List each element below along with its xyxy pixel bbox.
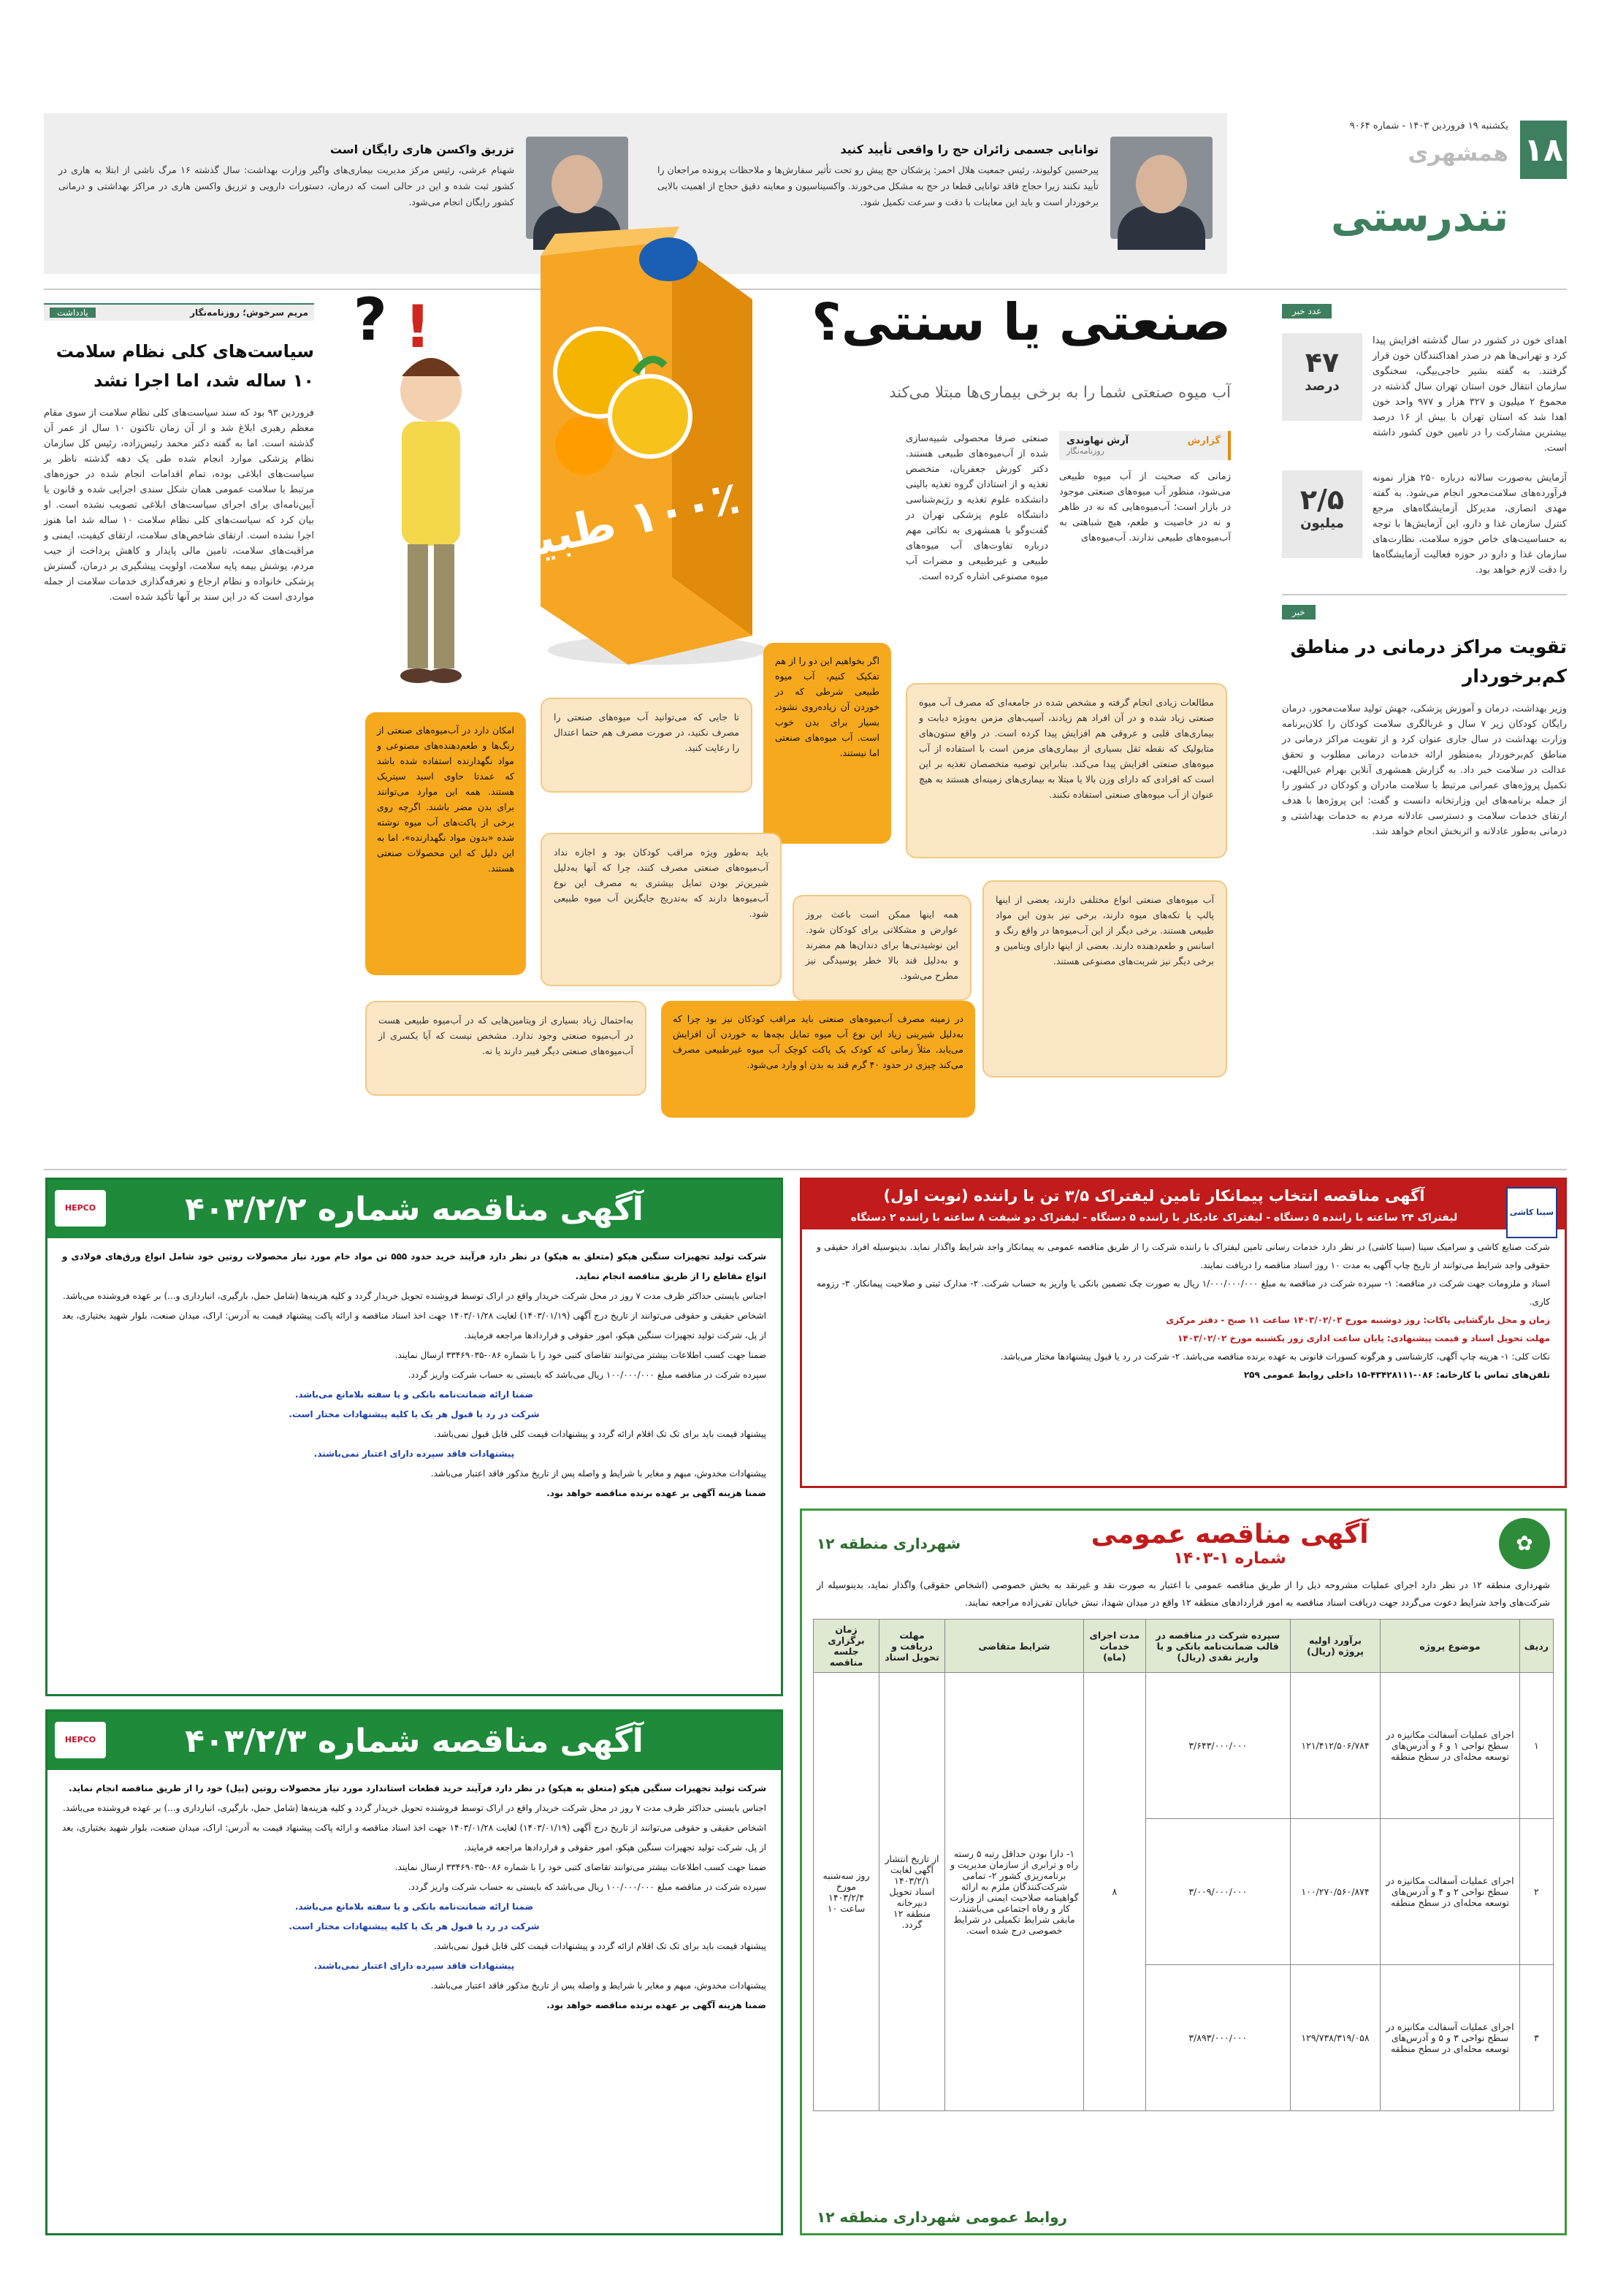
ad-body [47, 1770, 781, 2024]
leg [408, 544, 428, 668]
table-cell: اجرای عملیات آسفالت مکانیزه در سطح نواحی ۳ و ۵ و آدرس‌های توسعه محله‌ای در سطح منطقه [1381, 1965, 1520, 2111]
top-news-body: پیرحسین کولیوند، رئیس جمعیت هلال احمر: پزشکان حج پیش رو تحت تأثیر سفارش‌ها و ملاحظات پرونده مراجعان را تأیید نکنند زیرا حجاج فاقد توانایی قطعا در حج به مشکل می‌خورند. واکسیناسیون و معاینه دقیق حجاج از اهمیت بالایی برخوردار است و باید این معاینات با دقت و سرعت تکمیل شود. [657, 164, 1099, 207]
table-cell: ۱۲۱/۴۱۲/۵۰۶/۷۸۴ [1290, 1673, 1380, 1819]
table-cell: ۳ [1519, 1965, 1553, 2111]
divider [44, 1169, 1567, 1170]
ad-title: آگهی مناقصه عمومی [1091, 1519, 1369, 1549]
info-box: باید به‌طور ویژه مراقب کودکان بود و اجازه نداد آب‌میوه‌های صنعتی مصرف کنند، چرا که آنها به‌دلیل شیرین‌تر بودن تمایل بیشتری به مصرف این نوع آب‌میوه‌ها دارند که به‌تدریج جایگزین آب میوه طبیعی شود. [541, 833, 782, 986]
ad-org: شهرداری منطقه ۱۲ [817, 1535, 961, 1552]
top-news-title: توانایی جسمی زائران حج را واقعی تأیید کنید [840, 142, 1099, 156]
table-header: موضوع پروژه [1381, 1620, 1520, 1673]
table-cell: از تاریخ انتشار آگهی لغایت ۱۴۰۳/۲/۱ اسناد تحویل دبیرخانه منطقه ۱۲ گردد. [879, 1673, 945, 2111]
table-header: مهلت دریافت و تحویل اسناد [879, 1620, 945, 1673]
ad-paragraph: پیشنهاد قیمت باید برای تک تک اقلام ارائه گردد و پیشنهادات قیمت کلی قابل قبول نمی‌باشد. [433, 1941, 766, 1951]
ad-title: آگهی مناقصه شماره ۴۰۳/۲/۳ [47, 1712, 781, 1770]
ad-paragraph: شرکت تولید تجهیزات سنگین هپکو (متعلق به هپکو) در نظر دارد فرآیند خرید قطعات استاندارد مورد نیاز محصولات روتین (بیل) خود را از طریق مناقصه انجام نماید. [69, 1783, 766, 1793]
table-cell: ۱۰۰/۲۷۰/۵۶۰/۸۷۴ [1290, 1819, 1380, 1965]
article-subhead: آب میوه صنعتی شما را به برخی بیماری‌ها مبتلا می‌کند [889, 384, 1231, 401]
ad-paragraph: نکات کلی: ۱- هزینه چاپ آگهی، کارشناسی و هرگونه کسورات قانونی به عهده برنده مناقصه می‌باشد. ۲- شرکت در رد یا قبول پیشنهادها مختار می‌باشد. [1000, 1351, 1550, 1362]
table-cell: اجرای عملیات آسفالت مکانیزه در سطح نواحی ۲ و ۴ و آدرس‌های توسعه محله‌ای در سطح منطقه [1381, 1819, 1520, 1965]
sina-logo: سینا کاشی [1506, 1187, 1557, 1238]
orange [555, 416, 614, 475]
info-box: مطالعات زیادی انجام گرفته و مشخص شده در جامعه‌ای که مصرف آب میوه صنعتی زیاد شده و در آن افراد هم زیادند، آسیب‌های مزمن به‌ویژه دیابت و بیماری‌های قلبی و عروقی هم افزایش پیدا کرده است. در واقع ستون‌های متابولیک که نقطه ثقل بسیاری از بیماری‌های مزمن است با استفاده از آب میوه‌های صنعتی افزایش پیدا می‌کند. بنابراین توصیه متخصصان تغذیه بر این است که افرادی که دارای وزن بالا یا مبتلا به بیماری‌های زمینه‌ای هستند به هیچ عنوان از آب میوه‌های صنعتی استفاده نکنند. [906, 683, 1227, 858]
ad-paragraph: ضمنا جهت کسب اطلاعات بیشتر می‌توانند تقاضای کتبی خود را با شماره ۰۸۶-۳۳۴۶۹۰۳۵ ارسال نمایند. [394, 1862, 766, 1872]
table-cell: ۳/۰۰۹/۰۰۰/۰۰۰ [1145, 1819, 1290, 1965]
section-tag: یادداشت [50, 308, 96, 318]
ad-paragraph: شرکت صنایع کاشی و سرامیک سینا (سینا کاشی) در نظر دارد خدمات رسانی تامین لیفتراک با راننده شرکت را از طریق مناقصه عمومی به پیمانکار واجد شرایط واگذار نماید. بدینوسیله افراد حقیقی و حقوقی واجد شرایط می‌توانند از تاریخ چاپ آگهی به مدت ۱۰ روز اسناد مناقصه را دریافت نمایند. [817, 1242, 1550, 1270]
municipality-tender-ad [800, 1509, 1567, 2235]
ad-paragraph: مهلت تحویل اسناد و قیمت پیشنهادی: پایان ساعت اداری روز یکشنبه مورخ ۱۴۰۳/۰۲/۰۲ [1177, 1333, 1550, 1343]
ad-body [802, 1229, 1565, 1393]
info-box: همه اینها ممکن است باعث بروز عوارض و مشکلاتی برای کودکان شود. این نوشیدنی‌ها برای دندان‌ها هم مضرند و به‌دلیل قند بالا خطر پوسیدگی نیز مطرح می‌شود. [793, 895, 972, 1001]
forklift-tender-ad [800, 1178, 1567, 1488]
ad-paragraph: سپرده شرکت در مناقصه مبلغ ۱۰۰/۰۰۰/۰۰۰ ریال می‌باشد که بایستی به حساب شرکت واریز گردد. [408, 1370, 766, 1380]
ad-paragraph: اجناس بایستی حداکثر ظرف مدت ۷ روز در محل شرکت خریدار واقع در اراک توسط فروشنده تحویل خریدار گردد و کلیه هزینه‌ها (شامل حمل، بارگیری، انبارداری و...) بر عهده فروشنده می‌باشد. [62, 1803, 766, 1813]
ad-footer: روابط عمومی شهرداری منطقه ۱۲ [817, 2208, 1068, 2226]
ad-highlight: پیشنهادات فاقد سپرده دارای اعتبار نمی‌باشند. [313, 1449, 515, 1459]
column-byline [44, 303, 314, 321]
divider [44, 289, 1567, 290]
table-cell: ۱- دارا بودن حداقل رتبه ۵ رسته راه و ترابری از سازمان مدیریت و برنامه‌ریزی کشور ۲- تمامی شرکت‌کنندگان ملزم به ارائه گواهینامه صلاحیت ایمنی از وزارت کار و رفاه اجتماعی می‌باشند. مابقی شرایط تکمیلی در شرایط خصوصی درج شده است. [945, 1673, 1084, 2111]
ad-footer: ضمنا هزینه آگهی بر عهده برنده مناقصه خواهد بود. [546, 1488, 766, 1498]
exclamation-icon: ! [404, 293, 431, 361]
table-header: مدت اجرای خدمات (ماه) [1084, 1620, 1146, 1673]
leg [434, 544, 454, 668]
portrait-photo [526, 137, 628, 239]
table-header: برآورد اولیه پروژه (ریال) [1290, 1620, 1380, 1673]
article-intro-continued: صنعتی صرفا محصولی شبیه‌سازی شده از آب‌میوه‌های طبیعی هستند. دکتر کورش جعفریان، متخصص تغذیه و از استادان گروه تغذیه بالینی دانشکده علوم تغذیه و رژیم‌شناسی دانشگاه علوم پزشکی تهران در گفت‌وگو با همشهری به نکاتی مهم درباره تفاوت‌های آب میوه‌های طبیعی و غیرطبیعی و مضرات آب میوه مصنوعی اشاره کرده است. [906, 433, 1048, 582]
column-author: مریم سرخوش؛ روزنامه‌نگار [190, 308, 308, 318]
section-title: تندرستی [1330, 194, 1508, 241]
section-tag: عدد خبر [1282, 304, 1332, 319]
ad-body [47, 1238, 781, 1512]
hepco-logo: HEPCO [55, 1722, 106, 1758]
issue-date: یکشنبه ۱۹ فروردین ۱۴۰۳ - شماره ۹۰۶۴ [1349, 121, 1508, 131]
table-cell: ۱۲۹/۷۳۸/۳۱۹/۰۵۸ [1290, 1965, 1380, 2111]
table-cell: ۸ [1084, 1673, 1146, 2111]
stat-box [1282, 470, 1362, 558]
author-role: روزنامه‌نگار [1066, 446, 1104, 456]
ad-paragraph: پیشنهادات مخدوش، مبهم و مغایر با شرایط و واصله پس از تاریخ مذکور فاقد اعتبار می‌باشد. [430, 1468, 766, 1479]
stat-text: آزمایش به‌صورت سالانه درباره ۲۵۰ هزار نمونه فرآورده‌های سلامت‌محور انجام می‌شود. به گفته مهدی انصاری، مدیرکل آزمایشگاه‌های مرجع کنترل سازمان غذا و دارو، این آزمایش‌ها با توجه به حساسیت‌های خاص حوزه سلامت، نظارت‌های سازمان غذا و دارو در حوزه فعالیت آزمایشگاه‌ها را دقت لازم خواهد بود. [1373, 473, 1567, 576]
stat-number: ۲/۵ [1299, 484, 1345, 516]
table-row [814, 1673, 1554, 1819]
ad-highlight: پیشنهادات فاقد سپرده دارای اعتبار نمی‌باشند. [313, 1961, 515, 1971]
page-number: ۱۸ [1520, 121, 1567, 179]
table-cell: ۳/۶۴۳/۰۰۰/۰۰۰ [1145, 1673, 1290, 1819]
left-column [44, 303, 314, 1165]
table-cell: ۱ [1519, 1673, 1553, 1819]
ad-paragraph: اجناس بایستی حداکثر ظرف مدت ۷ روز در محل شرکت خریدار واقع در اراک توسط فروشنده تحویل خریدار گردد و کلیه هزینه‌ها (شامل حمل، بارگیری، انبارداری و...) بر عهده فروشنده می‌باشد. [62, 1291, 766, 1301]
hepco-tender-ad-2 [45, 1709, 783, 2235]
carton-label: ۱۰۰٪ طبیعی [462, 470, 744, 581]
ad-paragraph: پیشنهادات مخدوش، مبهم و مغایر با شرایط و واصله پس از تاریخ مذکور فاقد اعتبار می‌باشد. [430, 1980, 766, 1991]
table-cell: ۳/۸۹۳/۰۰۰/۰۰۰ [1145, 1965, 1290, 2111]
ad-paragraph: سپرده شرکت در مناقصه مبلغ ۱۰۰/۰۰۰/۰۰۰ ریال می‌باشد که بایستی به حساب شرکت واریز گردد. [408, 1882, 766, 1892]
article-headline: صنعتی یا سنتی؟ [812, 292, 1231, 352]
info-box: آب میوه‌های صنعتی انواع مختلفی دارند، بعضی از اینها پالپ یا تکه‌های میوه دارند، برخی نیز بدون این مواد طبیعی هستند. برخی دیگر از این آب‌میوه‌ها در واقع رنگ و اسانس و طعم‌دهنده دارند. بعضی از اینها دارای ویتامین و برخی دیگر نیز شربت‌های مصنوعی هستند. [982, 880, 1227, 1078]
shirt [402, 422, 460, 546]
ad-paragraph: ضمنا جهت کسب اطلاعات بیشتر می‌توانند تقاضای کتبی خود را با شماره ۰۸۶-۳۳۴۶۹۰۳۵ ارسال نمایند. [394, 1350, 766, 1360]
table-cell: اجرای عملیات آسفالت مکانیزه در سطح نواحی ۱ و ۶ و آدرس‌های توسعه محله‌ای در سطح منطقه [1381, 1673, 1520, 1819]
ad-footer: ضمنا هزینه آگهی بر عهده برنده مناقصه خواهد بود. [546, 2000, 766, 2010]
worried-man-illustration [343, 281, 519, 690]
ad-paragraph: اشخاص حقیقی و حقوقی می‌توانند از تاریخ درج آگهی (۱۴۰۳/۰۱/۱۹) لغایت ۱۴۰۳/۰۱/۲۸ جهت اخذ اسناد مناقصه و ارائه پاکت پیشنهاد قیمت به آدرس: اراک، میدان صنعت، بلوار شهید بختیاری، بعد از پل، شرکت تولید تجهیزات سنگین هپکو، امور حقوقی و قراردادها مراجعه فرمایند. [62, 1823, 766, 1853]
stat-number: ۴۷ [1305, 346, 1340, 378]
table-header: ردیف [1519, 1620, 1553, 1673]
ad-contact: تلفن‌های تماس با کارخانه: ۰۸۶-۴۳۴۲۸۱۱۱-۱۵ داخلی روابط عمومی ۲۵۹ [1243, 1370, 1550, 1380]
stat-block [1282, 470, 1567, 578]
ad-paragraph: اسناد و ملزومات جهت شرکت در مناقصه: ۱- سپرده شرکت در مناقصه به مبلغ ۱/۰۰۰/۰۰۰/۰۰۰ ریال به صورت چک تضمین بانکی یا واریز به حساب شرکت. ۲- مدارک ثبتی و صلاحیت پیمانکار. ۳- رزومه کاری. [817, 1278, 1551, 1307]
stat-text: اهدای خون در کشور در سال گذشته افزایش پیدا کرد و تهرانی‌ها هم در صدر اهداکنندگان خون قرار گرفتند. به گفته بشیر حاجی‌بیگی، سخنگوی سازمان انتقال خون استان تهران سال گذشته در مجموع ۲ میلیون و ۳۲۷ هزار و ۹۷۷ واحد خون اهدا شد که استان تهران با بیش از ۱۶ درصد بیشترین مشارکت را در تامین خون کشور داشته است. [1373, 335, 1567, 454]
ad-title: آگهی مناقصه شماره ۴۰۳/۲/۲ [47, 1180, 781, 1238]
stat-unit: میلیون [1300, 516, 1344, 531]
report-label: گزارش [1187, 435, 1221, 446]
portrait-photo [1110, 137, 1213, 239]
hepco-logo: HEPCO [55, 1190, 106, 1227]
ad-paragraph: اشخاص حقیقی و حقوقی می‌توانند از تاریخ درج آگهی (۱۴۰۳/۰۱/۱۹) لغایت ۱۴۰۳/۰۱/۲۸ جهت اخذ اسناد مناقصه و ارائه پاکت پیشنهاد قیمت به آدرس: اراک، میدان صنعت، بلوار شهید بختیاری، بعد از پل، شرکت تولید تجهیزات سنگین هپکو، امور حقوقی و قراردادها مراجعه فرمایند. [62, 1311, 766, 1340]
ad-number: شماره ۱-۱۴۰۳ [1173, 1549, 1286, 1568]
info-box: امکان دارد در آب‌میوه‌های صنعتی از رنگ‌ها و طعم‌دهنده‌های مصنوعی و مواد نگهدارنده استفاده شده باشد که عمدتا حاوی اسید سیتریک هستند. همه این موارد می‌توانند برای بدن مضر باشند. اگرچه روی برخی از پاکت‌های آب میوه نوشته شده «بدون مواد نگهدارنده»، اما به این دلیل که این محصولات صنعتی هستند. [365, 712, 526, 975]
info-box: اگر بخواهیم این دو را از هم تفکیک کنیم، آب میوه طبیعی شرطی که در خوردن آن زیاده‌روی نشود، بسیار برای بدن خوب است. آب میوه‌های صنعتی اما نیستند. [763, 643, 891, 844]
ad-highlight: شرکت در رد یا قبول هر یک یا کلیه پیشنهادات مختار است. [289, 1921, 540, 1931]
news-body: وزیر بهداشت، درمان و آموزش پزشکی، جهش تولید سلامت‌محور، درمان رایگان کودکان زیر ۷ سال و غربالگری سلامت کودکان را کلان‌برنامه وزارت بهداشت در سال جاری عنوان کرد و از تقویت مراکز درمانی در مناطق کم‌برخوردار به‌منظور ارائه خدمات درمانی مطلوب و تحقق عدالت در سلامت خبر داد. به گزارش همشهری آنلاین بهرام عین‌اللهی، تکمیل پروژه‌های عمرانی مرتبط با سلامت مادران و کودکان در کشور را از جمله برنامه‌های این وزارتخانه دانست و گفت: این پروژه‌ها با هدف ارتقای خدمات سلامت و دسترسی عادلانه مردم به خدمات بهداشتی و درمانی به‌طور عادلانه و اثربخش انجام خواهد شد. [1282, 703, 1567, 837]
ad-highlight: شرکت در رد یا قبول هر یک یا کلیه پیشنهادات مختار است. [289, 1409, 540, 1419]
juice-carton-illustration [462, 226, 767, 672]
divider [1282, 594, 1567, 595]
ad-highlight: ضمنا ارائه ضمانت‌نامه بانکی و یا سفته بلامانع می‌باشد. [294, 1389, 534, 1400]
top-news-body: شهنام عرشی، رئیس مرکز مدیریت بیماری‌های واگیر وزارت بهداشت: سال گذشته ۱۶ مرگ ناشی از ابتلا به هاری در کشور ثبت شده و این در حالی است که درمان، دستورات دارویی و تزریق واکسن هاری در مراکز بهداشتی و درمانی کشور رایگان انجام می‌شود. [58, 164, 514, 207]
stat-box [1282, 333, 1362, 421]
hepco-tender-ad-1 [45, 1178, 783, 1696]
question-mark-icon: ? [353, 286, 387, 354]
ad-paragraph: شرکت تولید تجهیزات سنگین هپکو (متعلق به هپکو) در نظر دارد فرآیند خرید حدود ۵۵۵ تن مواد خام مورد نیاز محصولات روتین خود شامل انواع ورق‌های فولادی و انواع مقاطع را از طریق مناقصه انجام نماید. [62, 1251, 766, 1281]
ad-paragraph: زمان و محل بازگشایی پاکات: روز دوشنبه مورخ ۱۴۰۳/۰۲/۰۳ ساعت ۱۱ صبح - دفتر مرکزی [1166, 1315, 1550, 1325]
article-byline [1059, 431, 1231, 546]
tender-table [813, 1619, 1554, 2111]
municipality-logo-icon: ✿ [1499, 1518, 1550, 1569]
author-name: آرش نهاوندی [1066, 435, 1129, 446]
info-box: تا جایی که می‌توانید آب میوه‌های صنعتی را مصرف نکنید، در صورت مصرف هم حتما اعتدال را رعایت کنید. [541, 698, 752, 793]
stat-block [1282, 333, 1567, 456]
newspaper-brand-logo: همشهری [1408, 141, 1508, 167]
stat-unit: درصد [1305, 378, 1340, 394]
column-body: فروردین ۹۳ بود که سند سیاست‌های کلی نظام سلامت از سوی مقام معظم رهبری ابلاغ شد و از آن زمان تاکنون ۱۰ سال از عمر آن گذشته است. اما به گفته دکتر محمد رئیس‌زاده، رئیس کل سازمان نظام پزشکی موارد انجام شده طی یک دهه گذشته ناظر بر سیاست‌های ابلاغی بوده، تمام اقدامات انجام شده در حوزه‌های مرتبط با سلامت عمومی همان شکل سندی اجرایی شده و قانون یا آیین‌نامه‌ای برای اجرای سیاست‌های ابلاغی تصویب نشده است. او بیان کرد که سیاست‌های کلی نظام سلامت ۱۰ ساله شد اما هنوز اجرا نشده است. ارتقای شاخص‌های سلامت، ارتقای کیفیت، ایمنی و مراقبت‌های سلامت، تامین مالی پایدار و کاهش پرداخت از جیب مردم، پوشش بیمه پایه سلامت، اولویت پیشگیری بر درمان، گسترش پزشکی خانواده و نظام ارجاع و تعرفه‌گذاری خدمات سلامت از جمله مواردی است که در این سند بر آنها تأکید شده است. [44, 408, 315, 603]
info-box: در زمینه مصرف آب‌میوه‌های صنعتی باید مراقب کودکان نیز بود چرا که به‌دلیل شیرینی زیاد این نوع آب میوه تمایل بچه‌ها به خوردن آن افزایش می‌یابد. مثلاً زمانی که کودک یک پاکت کوچک آب میوه غیرطبیعی مصرف می‌کند چیزی در حدود ۴۰ گرم قند به بدن او وارد می‌شود. [661, 1001, 975, 1118]
carton-cap [639, 237, 698, 281]
orange-slice [610, 376, 690, 457]
top-news-title: تزریق واکسن هاری رایگان است [329, 142, 514, 156]
right-column [1282, 303, 1567, 1165]
ad-subtitle: لیفتراک ۲۴ ساعته با راننده ۵ دستگاه - لیفتراک عادیکار با راننده ۵ دستگاه - لیفتراک دو شیفت ۸ ساعته با راننده ۲ دستگاه [802, 1209, 1565, 1229]
table-cell: ۲ [1519, 1819, 1553, 1965]
news-title: تقویت مراکز درمانی در مناطق کم‌برخوردار [1290, 636, 1567, 687]
info-box: به‌احتمال زیاد بسیاری از ویتامین‌هایی که در آب‌میوه طبیعی هست در آب‌میوه صنعتی وجود ندارد. مشخص نیست که آیا یکسری از آب‌میوه‌های صنعتی دیگر فیبر دارند یا نه. [365, 1001, 646, 1096]
section-tag: خبر [1282, 605, 1316, 619]
ad-title: آگهی مناقصه انتخاب پیمانکار تامین لیفتراک ۳/۵ تن با راننده (نوبت اول) [802, 1180, 1565, 1209]
shoe [427, 668, 462, 683]
table-header: سپرده شرکت در مناقصه در قالب ضمانت‌نامه بانکی و یا واریز نقدی (ریال) [1145, 1620, 1290, 1673]
ad-intro: شهرداری منطقه ۱۲ در نظر دارد اجرای عملیات مشروحه ذیل را از طریق مناقصه عمومی با اعتبار به صورت نقد و غیرنقد به بخش خصوصی (اشخاص حقوقی) واگذار نماید، بدینوسیله از شرکت‌های واجد شرایط دعوت می‌گردد جهت دریافت اسناد مناقصه به امور قراردادهای منطقه ۱۲ واقع در میدان شهدا، نبش خیابان تقی‌زاده مراجعه نمایند. [817, 1579, 1550, 1608]
ad-highlight: ضمنا ارائه ضمانت‌نامه بانکی و یا سفته بلامانع می‌باشد. [294, 1902, 534, 1912]
ad-paragraph: پیشنهاد قیمت باید برای تک تک اقلام ارائه گردد و پیشنهادات قیمت کلی قابل قبول نمی‌باشد. [433, 1429, 766, 1439]
table-header: زمان برگزاری جلسه مناقصه [814, 1620, 879, 1673]
author-box [1059, 431, 1231, 460]
tender-table-header-row [814, 1620, 1554, 1673]
masthead [1245, 113, 1567, 274]
column-title: سیاست‌های کلی نظام سلامت ۱۰ ساله شد، اما اجرا نشد [56, 341, 314, 391]
table-header: شرایط متقاضی [945, 1620, 1084, 1673]
ad-header [802, 1511, 1565, 1576]
table-cell: روز سه‌شنبه مورخ ۱۴۰۳/۲/۴ ساعت ۱۰ [814, 1673, 879, 2111]
article-intro: زمانی که صحبت از آب میوه طبیعی می‌شود، منظور آب میوه‌های صنعتی موجود در بازار است؛ آب‌میوه‌هایی که نه در ظاهر و نه در خاصیت و طعم، هیچ شباهتی به آب‌میوه‌های طبیعی ندارند. آب‌میوه‌های [1059, 471, 1231, 544]
